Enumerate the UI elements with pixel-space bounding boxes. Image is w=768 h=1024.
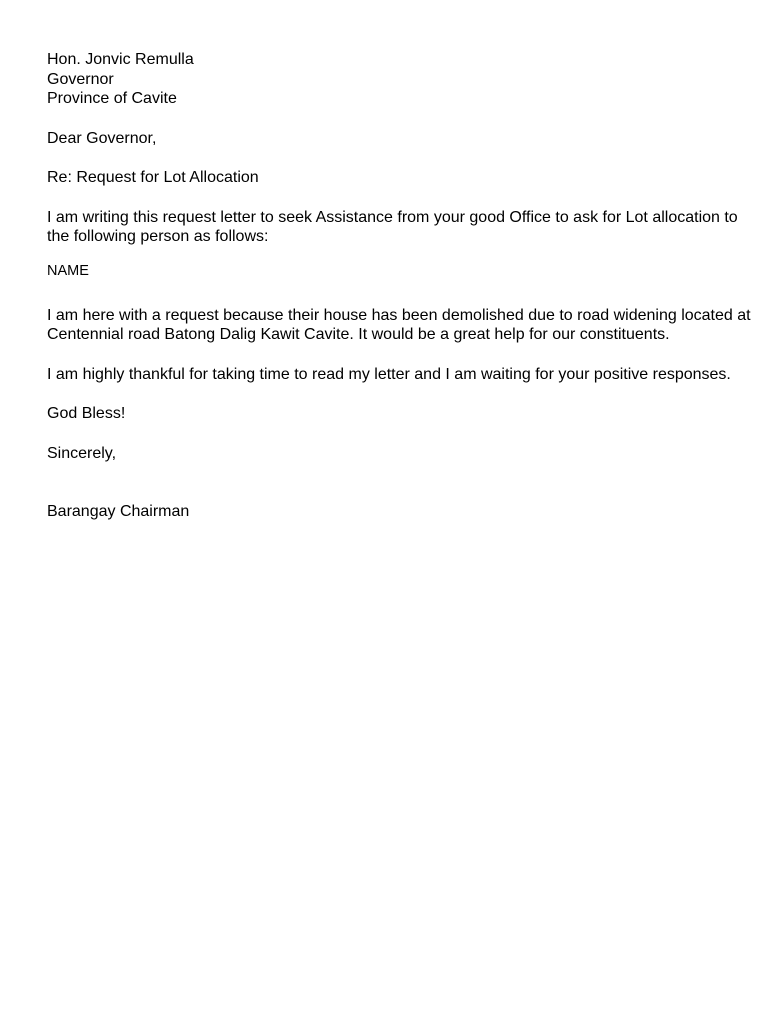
- body-paragraph: I am here with a request because their house has been demolished due to road widening located at Centennial road Batong Dalig Kawit Cavite. It would be a great help for our constituents.: [47, 306, 751, 343]
- recipient-block: [47, 50, 751, 109]
- subject-line: Re: Request for Lot Allocation: [47, 169, 259, 186]
- name-placeholder: NAME: [47, 262, 89, 279]
- blessing: God Bless!: [47, 405, 126, 422]
- recipient-name: Hon. Jonvic Remulla: [47, 51, 194, 68]
- salutation: Dear Governor,: [47, 129, 157, 147]
- recipient-office: Province of Cavite: [47, 90, 177, 107]
- intro-paragraph: I am writing this request letter to seek Assistance from your good Office to ask for Lot allocation to the following person as follows:: [47, 208, 738, 245]
- recipient-title: Governor: [47, 70, 114, 88]
- signatory-title: Barangay Chairman: [47, 503, 190, 520]
- letter-body: [47, 50, 751, 522]
- closing: Sincerely,: [47, 444, 117, 462]
- thanks-paragraph: I am highly thankful for taking time to read my letter and I am waiting for your positive responses.: [47, 365, 731, 383]
